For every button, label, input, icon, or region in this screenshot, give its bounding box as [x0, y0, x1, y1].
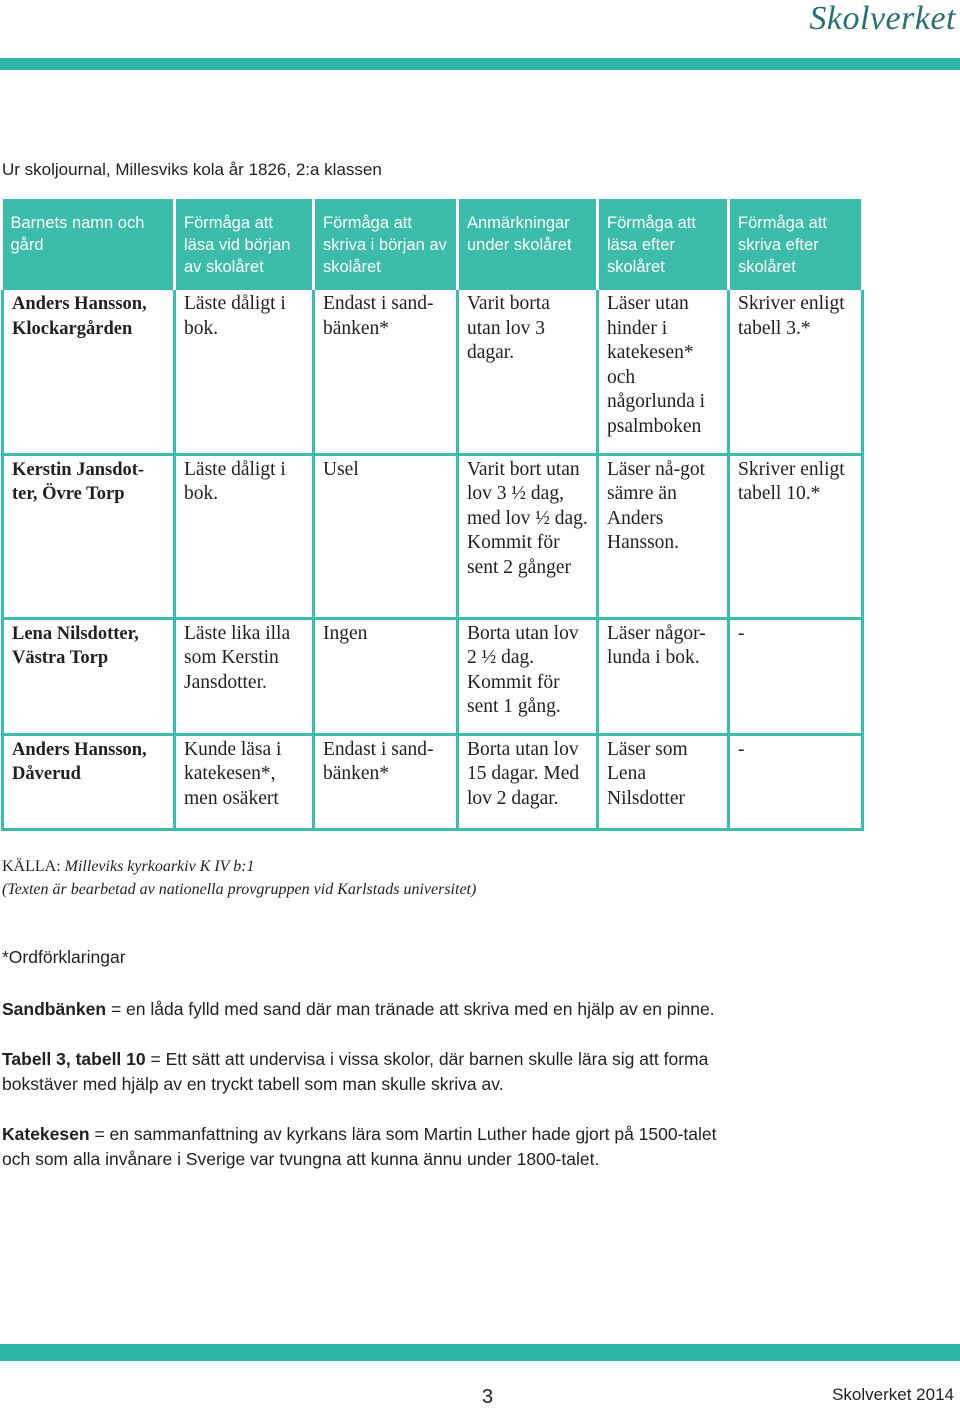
- cell-writing-end: Skriver enligt tabell 3.*: [729, 290, 863, 454]
- source-title: Milleviks kyrkoarkiv K IV b:1: [64, 858, 255, 875]
- school-journal-table: [1, 199, 864, 831]
- cell-child-name: Anders Hansson, Dåverud: [3, 734, 175, 829]
- footer-brand: Skolverket 2014: [832, 1385, 954, 1404]
- cell-reading-end: Läser någor-lunda i bok.: [598, 618, 729, 734]
- cell-writing-start: Endast i sand-bänken*: [314, 290, 458, 454]
- skolverket-logo: Skolverket: [809, 0, 956, 37]
- cell-reading-end: Läser som Lena Nilsdotter: [598, 734, 729, 829]
- header-child-name-farm: Barnets namn och gård: [3, 199, 175, 290]
- footer-band: [0, 1344, 960, 1361]
- header-reading-end: Förmåga att läsa efter skolåret: [598, 199, 729, 290]
- source-line: [2, 855, 476, 878]
- glossary-term: Katekesen: [2, 1124, 90, 1144]
- cell-child-name: Lena Nilsdotter, Västra Torp: [3, 618, 175, 734]
- cell-reading-start: Läste lika illa som Kerstin Jansdotter.: [175, 618, 314, 734]
- header-reading-start: Förmåga att läsa vid början av skolåret: [175, 199, 314, 290]
- cell-reading-end: Läser nå-got sämre än Anders Hansson.: [598, 454, 729, 618]
- cell-reading-start: Läste dåligt i bok.: [175, 454, 314, 618]
- glossary-definition: = en sammanfattning av kyrkans lära som Martin Luther hade gjort på 1500-talet och som alla invånare i Sverige var tvungna att kunna ännu under 1800-talet.: [2, 1124, 717, 1169]
- table-row: [3, 734, 863, 829]
- glossary-term: Tabell 3, tabell 10: [2, 1049, 146, 1069]
- cell-writing-start: Ingen: [314, 618, 458, 734]
- cell-writing-start: Usel: [314, 454, 458, 618]
- source-label: KÄLLA:: [2, 858, 61, 875]
- cell-remarks: Borta utan lov 2 ½ dag. Kommit för sent 1 gång.: [458, 618, 598, 734]
- cell-remarks: Borta utan lov 15 dagar. Med lov 2 dagar.: [458, 734, 598, 829]
- table-header-row: [3, 199, 863, 290]
- cell-reading-end: Läser utan hinder i katekesen* och någorlunda i psalmboken: [598, 290, 729, 454]
- cell-writing-end: Skriver enligt tabell 10.*: [729, 454, 863, 618]
- cell-child-name: Kerstin Jansdot-ter, Övre Torp: [3, 454, 175, 618]
- table-row: [3, 618, 863, 734]
- cell-writing-start: Endast i sand-bänken*: [314, 734, 458, 829]
- cell-remarks: Varit bort utan lov 3 ½ dag, med lov ½ dag. Kommit för sent 2 gånger: [458, 454, 598, 618]
- glossary-definition: = Ett sätt att undervisa i vissa skolor, där barnen skulle lära sig att forma bokstäver med hjälp av en tryckt tabell som man skulle skriva av.: [2, 1049, 709, 1094]
- glossary: [2, 945, 742, 1197]
- glossary-entry: [2, 997, 742, 1022]
- page-number: 3: [482, 1386, 494, 1408]
- document-title: Ur skoljournal, Millesviks kola år 1826, 2:a klassen: [2, 160, 382, 179]
- table-row: [3, 454, 863, 618]
- cell-reading-start: Läste dåligt i bok.: [175, 290, 314, 454]
- cell-remarks: Varit borta utan lov 3 dagar.: [458, 290, 598, 454]
- header-writing-start: Förmåga att skriva i början av skolåret: [314, 199, 458, 290]
- glossary-definition: = en låda fylld med sand där man tränade att skriva med en hjälp av en pinne.: [110, 999, 715, 1019]
- cell-writing-end: -: [729, 734, 863, 829]
- header-writing-end: Förmåga att skriva efter skolåret: [729, 199, 863, 290]
- header-band: [0, 58, 960, 70]
- glossary-entry: [2, 1122, 742, 1172]
- header-remarks: Anmärkningar under skolåret: [458, 199, 598, 290]
- glossary-heading: *Ordförklaringar: [2, 947, 126, 967]
- table-row: [3, 290, 863, 454]
- source-citation: [2, 855, 476, 901]
- glossary-term: Sandbänken: [2, 999, 107, 1019]
- glossary-entry: [2, 1047, 742, 1097]
- cell-writing-end: -: [729, 618, 863, 734]
- source-note: (Texten är bearbetad av nationella provgruppen vid Karlstads universitet): [2, 881, 477, 898]
- cell-reading-start: Kunde läsa i katekesen*, men osäkert: [175, 734, 314, 829]
- cell-child-name: Anders Hansson, Klockargården: [3, 290, 175, 454]
